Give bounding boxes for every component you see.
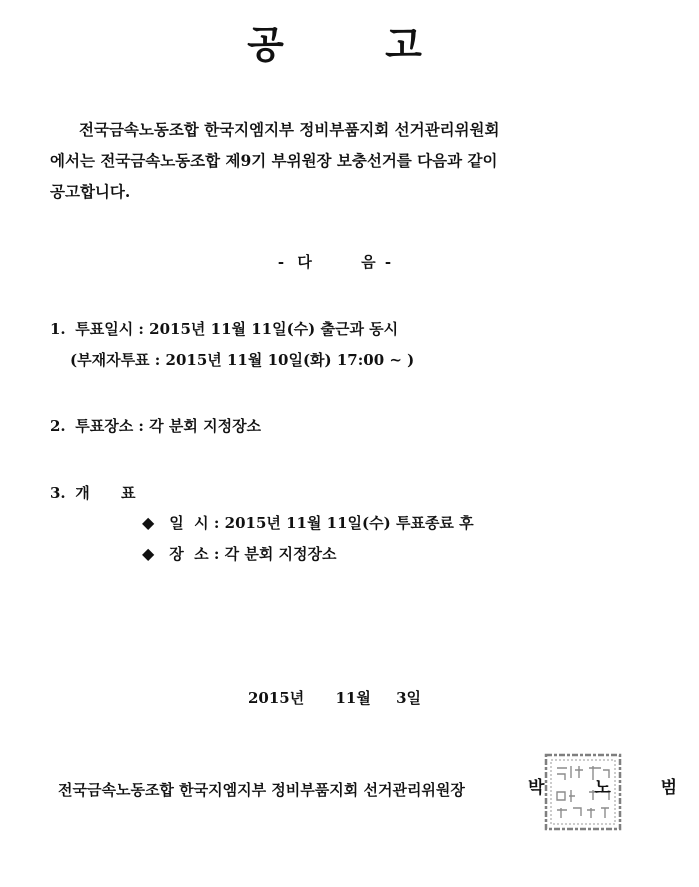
notice-title: 공 고 (247, 23, 466, 67)
signer-name: 박 노 범 (528, 778, 699, 798)
item-text: 투표일시 : 2015년 11월 11일(수) 출근과 동시 (75, 320, 399, 338)
intro-paragraph (50, 114, 630, 207)
daum-da: 다 (297, 253, 312, 271)
date-day: 3일 (396, 689, 422, 707)
date-month: 11월 (335, 689, 371, 707)
diamond-bullet-icon: ◆ (142, 513, 155, 532)
intro-line-1: 전국금속노동조합 한국지엠지부 정비부품지회 선거관리위원회 (79, 120, 500, 139)
item-text: 개 표 (75, 484, 136, 502)
item-number: 1. (50, 320, 66, 338)
item-voting-time (50, 318, 398, 339)
intro-line-3: 공고합니다. (50, 182, 131, 201)
item-voting-place (50, 415, 261, 436)
count-place-text: 장 소 : 각 분회 지정장소 (169, 545, 337, 563)
daum-dash-left: - (277, 253, 285, 271)
diamond-bullet-icon: ◆ (142, 544, 155, 563)
item-number: 3. (50, 484, 66, 502)
date-year: 2015년 (248, 689, 305, 707)
daum-eum: 음 (361, 253, 376, 271)
count-time-line (142, 512, 474, 533)
notice-date (248, 687, 421, 708)
daum-dash-right: - (384, 253, 392, 271)
item-vote-count (50, 482, 136, 503)
item-text: 투표장소 : 각 분회 지정장소 (75, 417, 262, 435)
signer-organization: 전국금속노동조합 한국지엠지부 정비부품지회 선거관리위원장 (58, 781, 465, 799)
item-number: 2. (50, 417, 66, 435)
count-time-text: 일 시 : 2015년 11월 11일(수) 투표종료 후 (169, 514, 474, 532)
count-place-line (142, 543, 337, 564)
daum-heading (0, 251, 669, 272)
absentee-voting-line: (부재자투표 : 2015년 11월 10일(화) 17:00 ~ ) (70, 351, 415, 369)
intro-line-2: 에서는 전국금속노동조합 제9기 부위원장 보충선거를 다음과 같이 (50, 151, 498, 170)
